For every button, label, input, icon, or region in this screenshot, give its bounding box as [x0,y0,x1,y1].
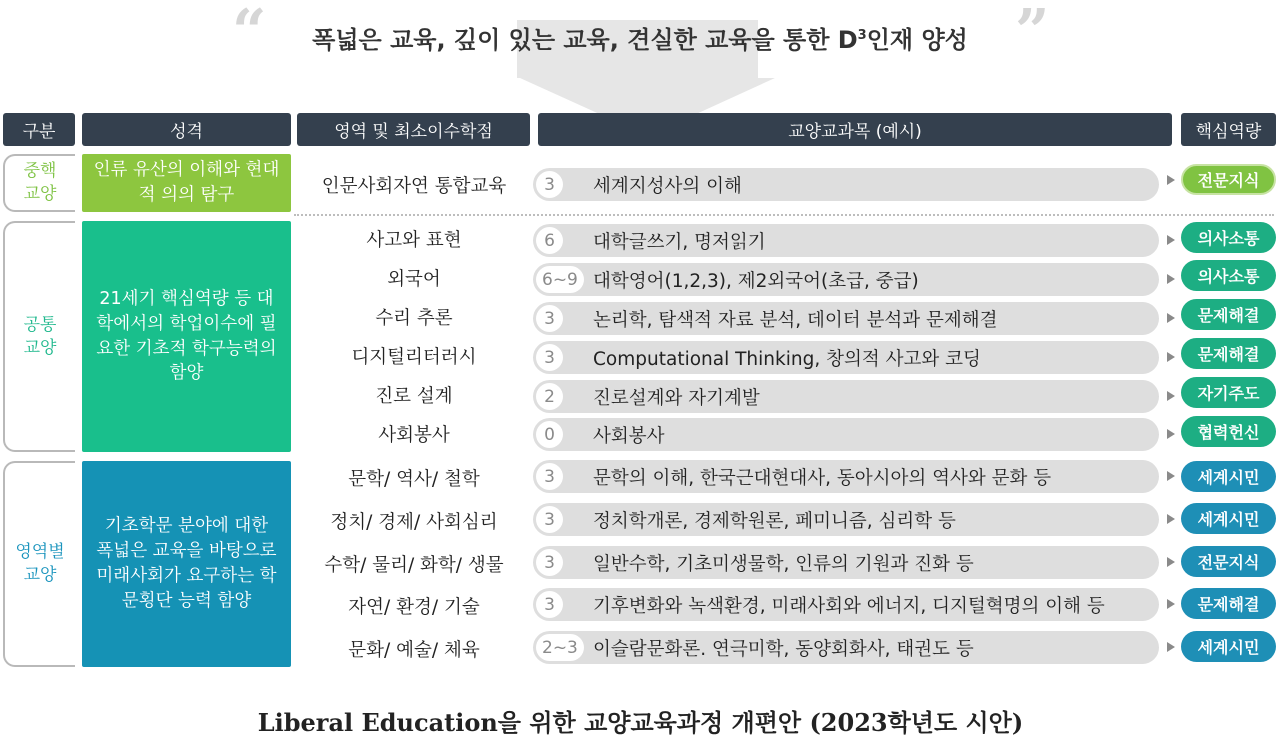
credit-badge: 3 [536,549,563,576]
credit-badge: 6 [536,227,563,254]
arrow-right-icon [1167,175,1175,185]
arrow-right-icon [1167,391,1175,401]
area-label: 자연/ 환경/ 기술 [348,597,480,618]
header-courses: 교양교과목 (예시) [538,113,1172,146]
category-distribution: 영역별 교양 [3,461,75,667]
category-core: 중핵 교양 [3,154,75,212]
competency-badge: 전문지식 [1181,546,1276,577]
competency-badge: 세계시민 [1181,503,1276,534]
course-list: 문학의 이해, 한국근대현대사, 동아시아의 역사와 문화 등 [593,467,1052,489]
credit-badge: 2 [536,383,563,410]
header-category: 구분 [3,113,75,146]
area-label: 사고와 표현 [366,230,462,251]
section-divider [294,214,1274,216]
arrow-right-icon [1167,642,1175,652]
headline-tail: 인재 양성 [866,26,968,54]
area-label: 문화/ 예술/ 체육 [348,640,480,661]
course-list: 기후변화와 녹색환경, 미래사회와 에너지, 디지털혁명의 이해 등 [593,595,1105,617]
course-list: 이슬람문화론. 연극미학, 동양회화사, 태권도 등 [593,638,974,660]
area-label: 사회봉사 [378,425,450,446]
course-pill [533,503,1159,536]
credit-badge: 0 [536,421,563,448]
course-pill [533,588,1159,621]
diagram-caption: Liberal Education을 위한 교양교육과정 개편안 (2023학년도 시안) [257,708,1024,737]
course-list: 논리학, 탐색적 자료 분석, 데이터 분석과 문제해결 [593,309,998,331]
competency-badge: 세계시민 [1181,631,1276,662]
course-pill [533,380,1159,413]
course-pill [533,631,1159,664]
competency-badge: 협력헌신 [1181,416,1276,447]
header-character: 성격 [82,113,291,146]
arrow-right-icon [1167,274,1175,284]
credit-badge: 3 [536,344,563,371]
credit-badge: 3 [536,305,563,332]
course-pill [533,546,1159,579]
header-competency: 핵심역량 [1181,113,1276,146]
arrow-right-icon [1167,313,1175,323]
course-pill [533,168,1159,201]
course-pill [533,224,1159,257]
course-pill [533,263,1159,296]
competency-badge: 자기주도 [1181,377,1276,408]
course-list: 사회봉사 [593,425,665,447]
competency-badge: 의사소통 [1181,222,1276,253]
credit-badge: 3 [536,171,563,198]
area-label: 인문사회자연 통합교육 [321,176,507,197]
area-label: 정치/ 경제/ 사회심리 [330,512,498,533]
course-pill [533,460,1159,493]
competency-badge: 문제해결 [1181,338,1276,369]
competency-badge: 문제해결 [1181,299,1276,330]
open-quote-mark: “ [232,0,267,67]
course-pill [533,302,1159,335]
character-common: 21세기 핵심역량 등 대학에서의 학업이수에 필요한 기초적 학구능력의 함양 [82,221,291,452]
course-list: 대학영어(1,2,3), 제2외국어(초급, 중급) [593,270,919,292]
competency-badge: 문제해결 [1181,588,1276,619]
area-label: 수학/ 물리/ 화학/ 생물 [324,555,504,576]
arrow-right-icon [1167,599,1175,609]
competency-badge: 세계시민 [1181,461,1276,492]
credit-badge: 6~9 [536,266,584,293]
arrow-right-icon [1167,352,1175,362]
arrow-right-icon [1167,429,1175,439]
arrow-right-icon [1167,557,1175,567]
headline-main: 폭넓은 교육, 깊이 있는 교육, 견실한 교육을 통한 D [312,26,858,54]
competency-badge: 의사소통 [1181,260,1276,291]
area-label: 수리 추론 [375,308,453,329]
course-pill [533,341,1159,374]
close-quote-mark: ” [1015,0,1050,67]
area-label: 디지털리터러시 [351,347,477,368]
area-label: 문학/ 역사/ 철학 [348,469,480,490]
credit-badge: 3 [536,591,563,618]
arrow-right-icon [1167,514,1175,524]
arrow-right-icon [1167,471,1175,481]
course-list: 정치학개론, 경제학원론, 페미니즘, 심리학 등 [593,510,956,532]
headline-superscript: 3 [857,28,867,43]
category-common: 공통 교양 [3,221,75,452]
course-list: 진로설계와 자기계발 [593,387,760,409]
course-pill [533,418,1159,451]
area-label: 외국어 [387,269,441,290]
area-label: 진로 설계 [375,386,453,407]
competency-badge: 전문지식 [1181,164,1276,195]
course-list: Computational Thinking, 창의적 사고와 코딩 [593,348,981,370]
page-headline [250,20,1030,55]
credit-badge: 2~3 [536,634,584,661]
course-list: 세계지성사의 이해 [593,175,742,197]
character-core: 인류 유산의 이해와 현대적 의의 탐구 [82,154,291,212]
character-distribution: 기초학문 분야에 대한 폭넓은 교육을 바탕으로 미래사회가 요구하는 학문횡단 능력 함양 [82,461,291,667]
course-list: 일반수학, 기초미생물학, 인류의 기원과 진화 등 [593,553,974,575]
course-list: 대학글쓰기, 명저읽기 [593,231,766,253]
credit-badge: 3 [536,506,563,533]
arrow-right-icon [1167,235,1175,245]
header-area: 영역 및 최소이수학점 [297,113,530,146]
credit-badge: 3 [536,463,563,490]
